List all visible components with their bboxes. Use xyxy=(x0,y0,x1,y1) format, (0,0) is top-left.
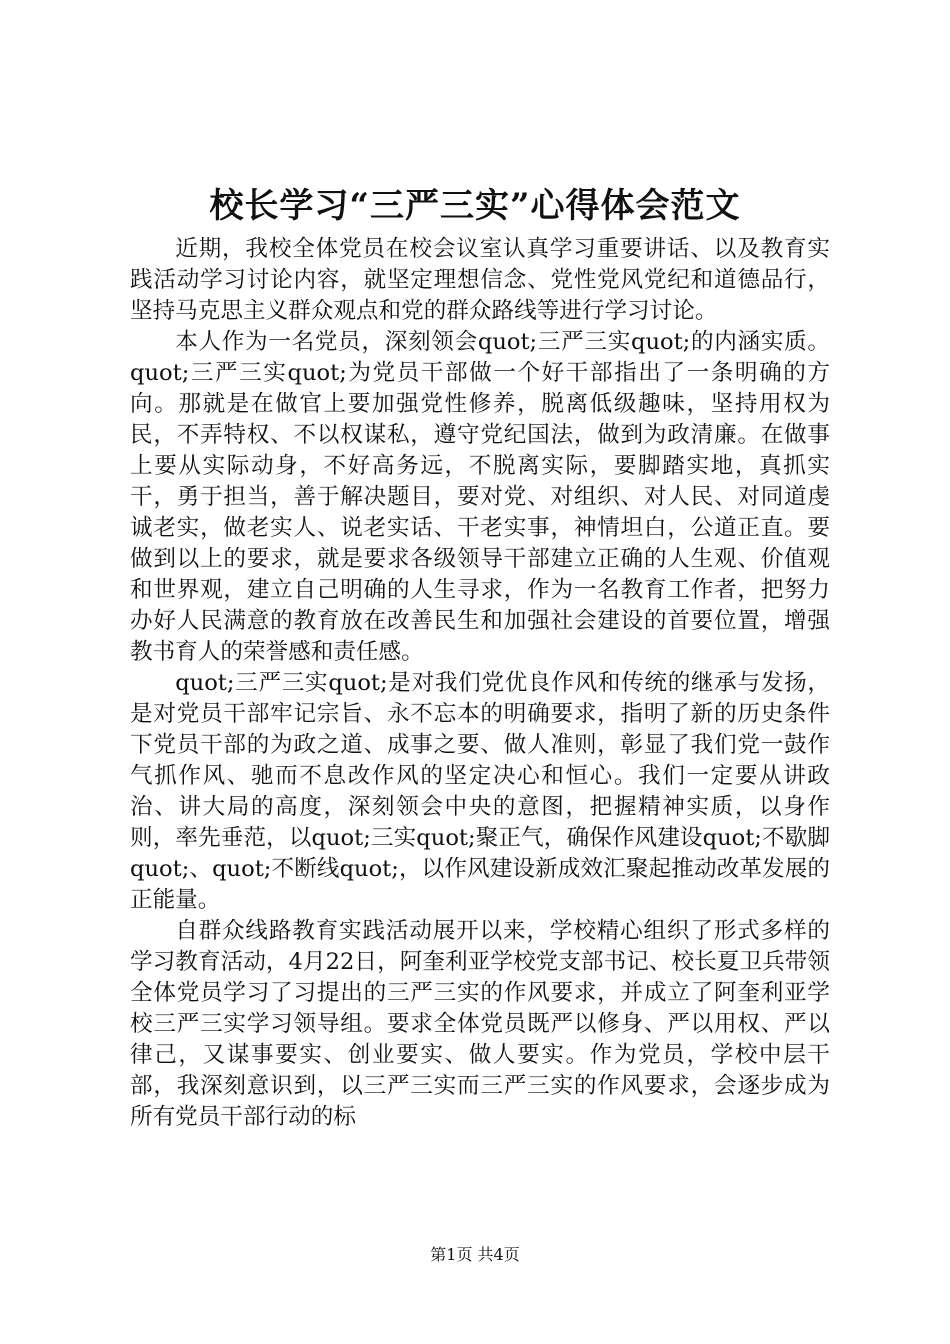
page-number: 第1页 共4页 xyxy=(430,1245,520,1264)
paragraph-4: 自群众线路教育实践活动展开以来，学校精心组织了形式多样的学习教育活动，4月22日，阿奎利亚学校党支部书记、校长夏卫兵带领全体党员学习了习提出的三严三实的作风要求，并成立了阿奎利亚学校三严三实学习领导组。要求全体党员既严以修身、严以用权、严以律己，又谋事要实、创业要实、做人要实。作为党员，学校中层干部，我深刻意识到，以三严三实而三严三实的作风要求，会逐步成为所有党员干部行动的标 xyxy=(130,918,830,1130)
paragraph-1: 近期，我校全体党员在校会议室认真学习重要讲话、以及教育实践活动学习讨论内容，就坚定理想信念、党性党风党纪和道德品行，坚持马克思主义群众观点和党的群众路线等进行学习讨论。 xyxy=(130,236,830,324)
paragraph-3: quot;三严三实quot;是对我们党优良作风和传统的继承与发扬，是对党员干部牢记宗旨、永不忘本的明确要求，指明了新的历史条件下党员干部的为政之道、成事之要、做人准则，彰显了我们党一鼓作气抓作风、驰而不息改作风的坚定决心和恒心。我们一定要从讲政治、讲大局的高度，深刻领会中央的意图，把握精神实质，以身作则，率先垂范，以quot;三实quot;聚正气，确保作风建设quot;不歇脚quot;、quot;不断线quot;，以作风建设新成效汇聚起推动改革发展的正能量。 xyxy=(130,670,830,913)
document-title: 校长学习“三严三实”心得体会范文 xyxy=(209,186,741,226)
document-body xyxy=(130,234,830,1133)
paragraph-2: 本人作为一名党员，深刻领会quot;三严三实quot;的内涵实质。quot;三严三实quot;为党员干部做一个好干部指出了一条明确的方向。那就是在做官上要加强党性修养，脱离低级趣味，坚持用权为民，不弄特权、不以权谋私，遵守党纪国法，做到为政清廉。在做事上要从实际动身，不好高务远，不脱离实际，要脚踏实地，真抓实干，勇于担当，善于解决题目，要对党、对组织、对人民、对同道虔诚老实，做老实人、说老实话、干老实事，神情坦白，公道正直。要做到以上的要求，就是要求各级领导干部建立正确的人生观、价值观和世界观，建立自己明确的人生寻求，作为一名教育工作者，把努力办好人民满意的教育放在改善民生和加强社会建设的首要位置，增强教书育人的荣誉感和责任感。 xyxy=(130,329,830,665)
